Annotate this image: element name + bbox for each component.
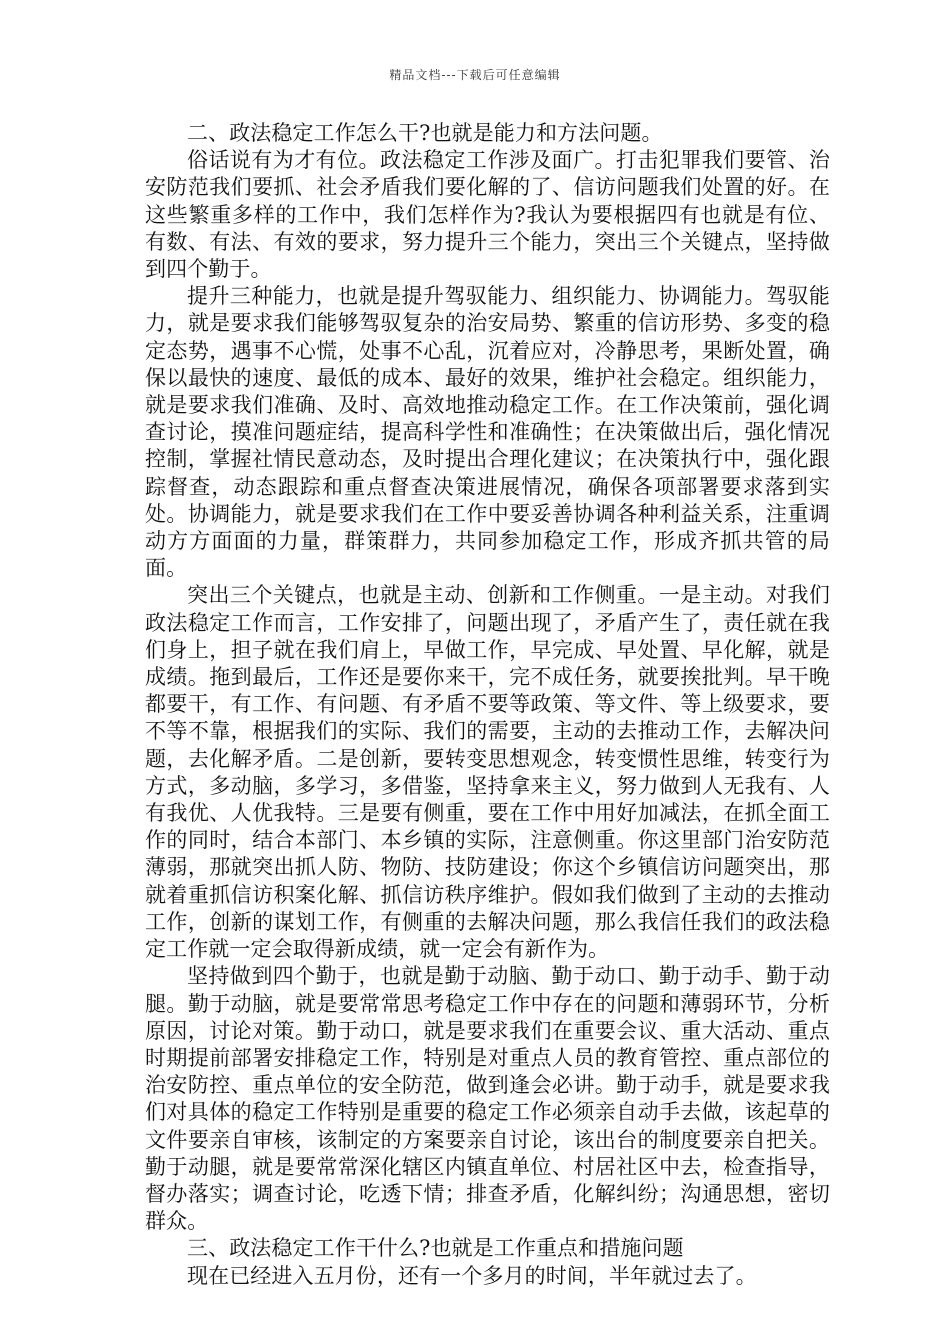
paragraph-four-diligences: 坚持做到四个勤于，也就是勤于动脑、勤于动口、勤于动手、勤于动腿。勤于动脑，就是要常常思考稳定工作中存在的问题和薄弱环节，分析原因，讨论对策。勤于动口，就是要求我们在重要会议、重大活动、重点时期提前部署安排稳定工作，特别是对重点人员的教育管控、重点部位的治安防控、重点单位的安全防范，做到逢会必讲。勤于动手，就是要求我们对具体的稳定工作特别是重要的稳定工作必须亲自动手去做，该起草的文件要亲自审核，该制定的方案要亲自讨论，该出台的制度要亲自把关。勤于动腿，就是要常常深化辖区内镇直单位、村居社区中去，检查指导，督办落实；调查讨论，吃透下情；排查矛盾，化解纠纷；沟通思想，密切群众。 bbox=[145, 964, 830, 1234]
page-header: 精品文档---下载后可任意编辑 bbox=[389, 68, 561, 82]
paragraph-three-key-points: 突出三个关键点，也就是主动、创新和工作侧重。一是主动。对我们政法稳定工作而言，工作安排了，问题出现了，矛盾产生了，责任就在我们身上，担子就在我们肩上，早做工作，早完成、早处置、早化解，就是成绩。拖到最后，工作还是要你来干，完不成任务，就要挨批判。早干晚都要干，有工作、有问题、有矛盾不要等政策、等文件、等上级要求，要不等不靠，根据我们的实际、我们的需要，主动的去推动工作，去解决问题，去化解矛盾。二是创新，要转变思想观念，转变惯性思维，转变行为方式，多动脑，多学习，多借鉴，坚持拿来主义，努力做到人无我有、人有我优、人优我特。三是要有侧重，要在工作中用好加减法，在抓全面工作的同时，结合本部门、本乡镇的实际，注意侧重。你这里部门治安防范薄弱，那就突出抓人防、物防、技防建设；你这个乡镇信访问题突出，那就着重抓信访积案化解、抓信访秩序维护。假如我们做到了主动的去推动工作，创新的谋划工作，有侧重的去解决问题，那么我信任我们的政法稳定工作就一定会取得新成绩，就一定会有新作为。 bbox=[145, 583, 830, 962]
paragraph-intro: 俗话说有为才有位。政法稳定工作涉及面广。打击犯罪我们要管、治安防范我们要抓、社会矛盾我们要化解的了、信访问题我们处置的好。在这些繁重多样的工作中，我们怎样作为?我认为要根据四有也就是有位、有数、有法、有效的要求，努力提升三个能力，突出三个关键点，坚持做到四个勤于。 bbox=[145, 148, 830, 282]
paragraph-may: 现在已经进入五月份，还有一个多月的时间，半年就过去了。 bbox=[187, 1263, 757, 1288]
document-body bbox=[145, 120, 830, 1290]
paragraph-three-abilities: 提升三种能力，也就是提升驾驭能力、组织能力、协调能力。驾驭能力，就是要求我们能够驾驭复杂的治安局势、繁重的信访形势、多变的稳定态势，遇事不心慌，处事不心乱，沉着应对，冷静思考，果断处置，确保以最快的速度、最低的成本、最好的效果，维护社会稳定。组织能力，就是要求我们准确、及时、高效地推动稳定工作。在工作决策前，强化调查讨论，摸准问题症结，提高科学性和准确性；在决策做出后，强化情况控制，掌握社情民意动态，及时提出合理化建议；在决策执行中，强化跟踪督查，动态跟踪和重点督查决策进展情况，确保各项部署要求落到实处。协调能力，就是要求我们在工作中要妥善协调各种利益关系，注重调动方方面面的力量，群策群力，共同参加稳定工作，形成齐抓共管的局面。 bbox=[145, 284, 830, 581]
section-heading-3: 三、政法稳定工作干什么?也就是工作重点和措施问题 bbox=[187, 1236, 684, 1261]
section-heading-2: 二、政法稳定工作怎么干?也就是能力和方法问题。 bbox=[187, 121, 663, 145]
